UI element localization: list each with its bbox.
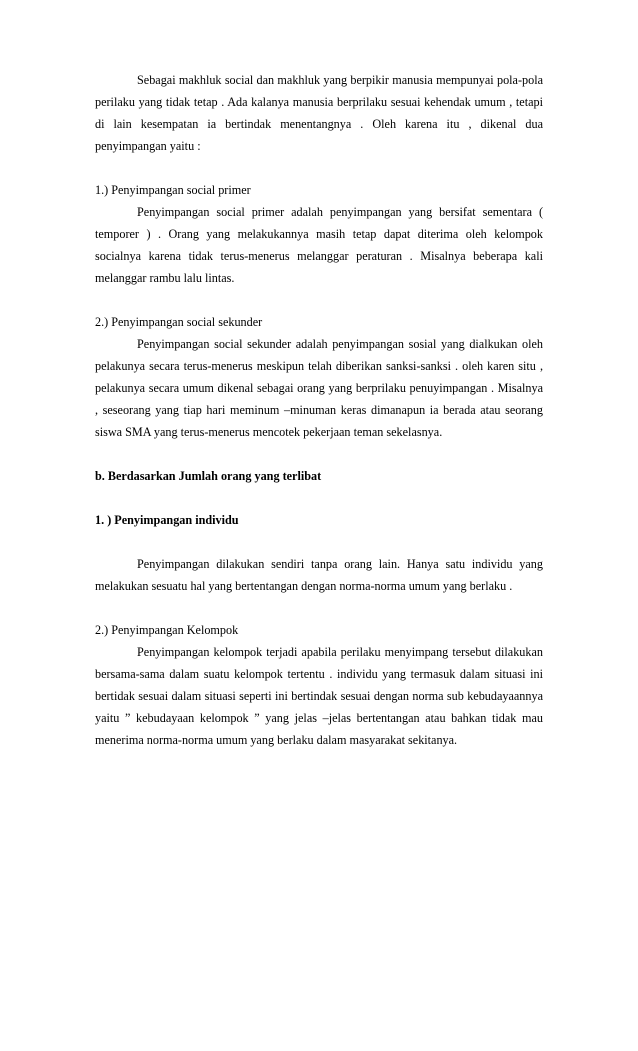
section-heading-individu: 1. ) Penyimpangan individu	[95, 513, 239, 527]
spacer	[95, 487, 543, 509]
spacer	[95, 531, 543, 553]
spacer	[95, 443, 543, 465]
document-page	[95, 69, 543, 751]
spacer	[95, 597, 543, 619]
section-body-primer: Penyimpangan social primer adalah penyimpangan yang bersifat sementara ( temporer ) . Orang yang melakukannya masih tetap dapat diterima oleh kelompok socialnya karena tidak terus-menerus melanggar peraturan . Misalnya beberapa kali melanggar rambu lalu lintas.	[95, 205, 543, 285]
section-heading-kelompok: 2.) Penyimpangan Kelompok	[95, 623, 239, 637]
subtitle-b: b. Berdasarkan Jumlah orang yang terlibat	[95, 469, 322, 483]
spacer	[95, 157, 543, 179]
section-body-kelompok: Penyimpangan kelompok terjadi apabila perilaku menyimpang tersebut dilakukan bersama-sama dalam suatu kelompok tertentu . individu yang termasuk dalam situasi ini bertidak sesuai dalam situasi seperti ini bertindak sesuai dengan norma sub kebudayaannya yaitu ” kebudayaan kelompok ” yang jelas –jelas bertentangan atau bahkan tidak mau menerima norma-norma umum yang berlaku dalam masyarakat sekitanya.	[95, 645, 543, 747]
section-heading-primer: 1.) Penyimpangan social primer	[95, 183, 251, 197]
section-body-individu: Penyimpangan dilakukan sendiri tanpa orang lain. Hanya satu individu yang melakukan sesuatu hal yang bertentangan dengan norma-norma umum yang berlaku .	[95, 557, 543, 593]
section-body-sekunder: Penyimpangan social sekunder adalah penyimpangan sosial yang dialkukan oleh pelakunya secara terus-menerus meskipun telah diberikan sanksi-sanksi . oleh karen situ , pelakunya secara umum dikenal sebagai orang yang berprilaku penuyimpangan . Misalnya , seseorang yang tiap hari meminum –minuman keras dimanapun ia berada atau seorang siswa SMA yang terus-menerus mencotek pekerjaan teman sekelasnya.	[95, 337, 543, 439]
section-heading-sekunder: 2.) Penyimpangan social sekunder	[95, 315, 263, 329]
intro-paragraph: Sebagai makhluk social dan makhluk yang berpikir manusia mempunyai pola-pola perilaku yang tidak tetap . Ada kalanya manusia berprilaku sesuai kehendak umum , tetapi di lain kesempatan ia bertindak menentangnya . Oleh karena itu , dikenal dua penyimpangan yaitu :	[95, 73, 543, 153]
spacer	[95, 289, 543, 311]
